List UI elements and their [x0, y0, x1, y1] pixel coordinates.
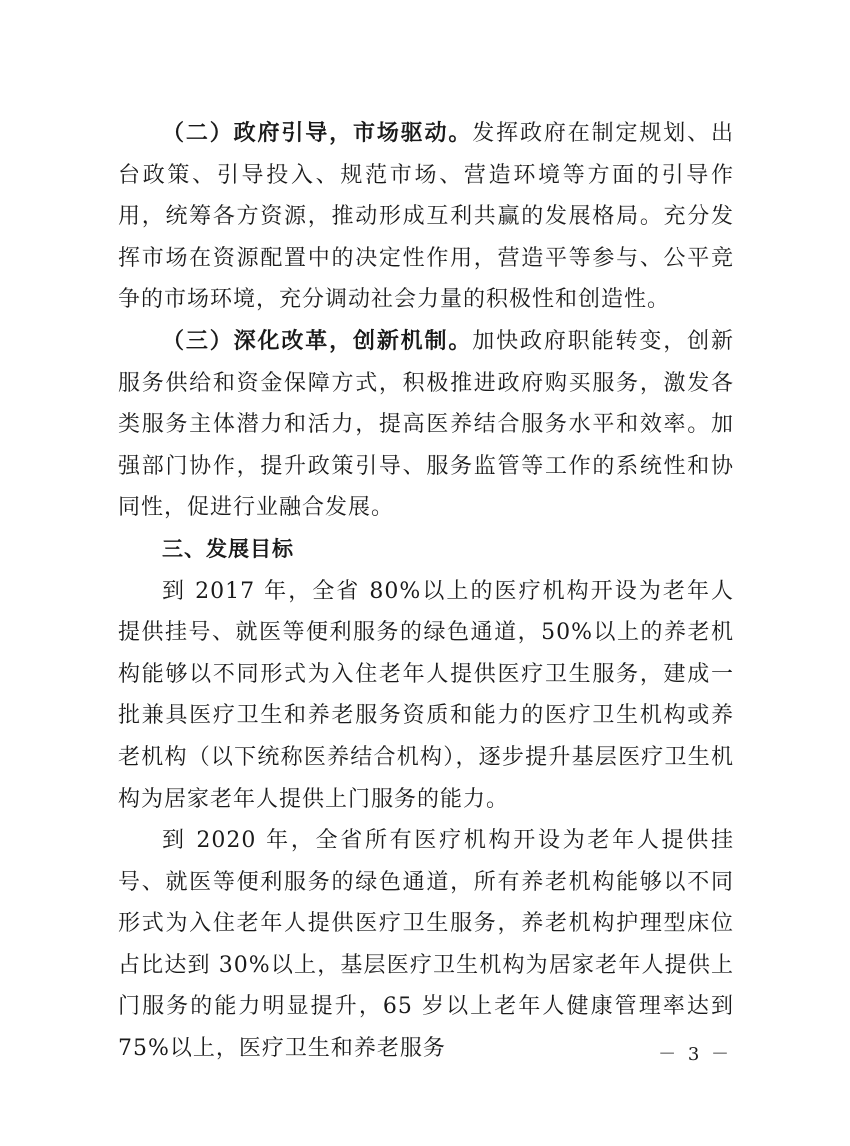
section-principle-3: [118, 321, 734, 529]
section-principle-2-text: 发挥政府在制定规划、出台政策、引导投入、规范市场、营造环境等方面的引导作用，统筹各方资源，推动形成互利共赢的发展格局。充分发挥市场在资源配置中的决定性作用，营造平等参与、公平竞争的市场环境，充分调动社会力量的积极性和创造性。: [118, 121, 734, 313]
section-principle-3-text: 加快政府职能转变，创新服务供给和资金保障方式，积极推进政府购买服务，激发各类服务主体潜力和活力，提高医养结合服务水平和效率。加强部门协作，提升政策引导、服务监管等工作的系统性和协同性，促进行业融合发展。: [118, 328, 734, 521]
section-principle-2-title: （二）政府引导，市场驱动。: [162, 121, 473, 146]
page-number: － 3 －: [658, 1044, 732, 1065]
paragraph-goal-2017: 到 2017 年，全省 80%以上的医疗机构开设为老年人提供挂号、就医等便利服务的绿色通道，50%以上的养老机构能够以不同形式为入住老年人提供医疗卫生服务，建成一批兼具医疗卫生和养老服务资质和能力的医疗卫生机构或养老机构（以下统称医养结合机构），逐步提升基层医疗卫生机构为居家老年人提供上门服务的能力。: [118, 578, 734, 812]
section-heading-goals: 三、发展目标: [162, 536, 294, 561]
section-principle-3-title: （三）深化改革，创新机制。: [162, 328, 473, 354]
paragraph-goal-2020: 到 2020 年，全省所有医疗机构开设为老年人提供挂号、就医等便利服务的绿色通道，所有养老机构能够以不同形式为入住老年人提供医疗卫生服务，养老机构护理型床位占比达到 30%以上，基层医疗卫生机构为居家老年人提供上门服务的能力明显提升，65 岁以上老年人健康管理率达到 75%以上，医疗卫生和养老服务: [118, 828, 734, 1062]
document-body: [118, 113, 734, 1070]
section-principle-2: [118, 113, 734, 321]
